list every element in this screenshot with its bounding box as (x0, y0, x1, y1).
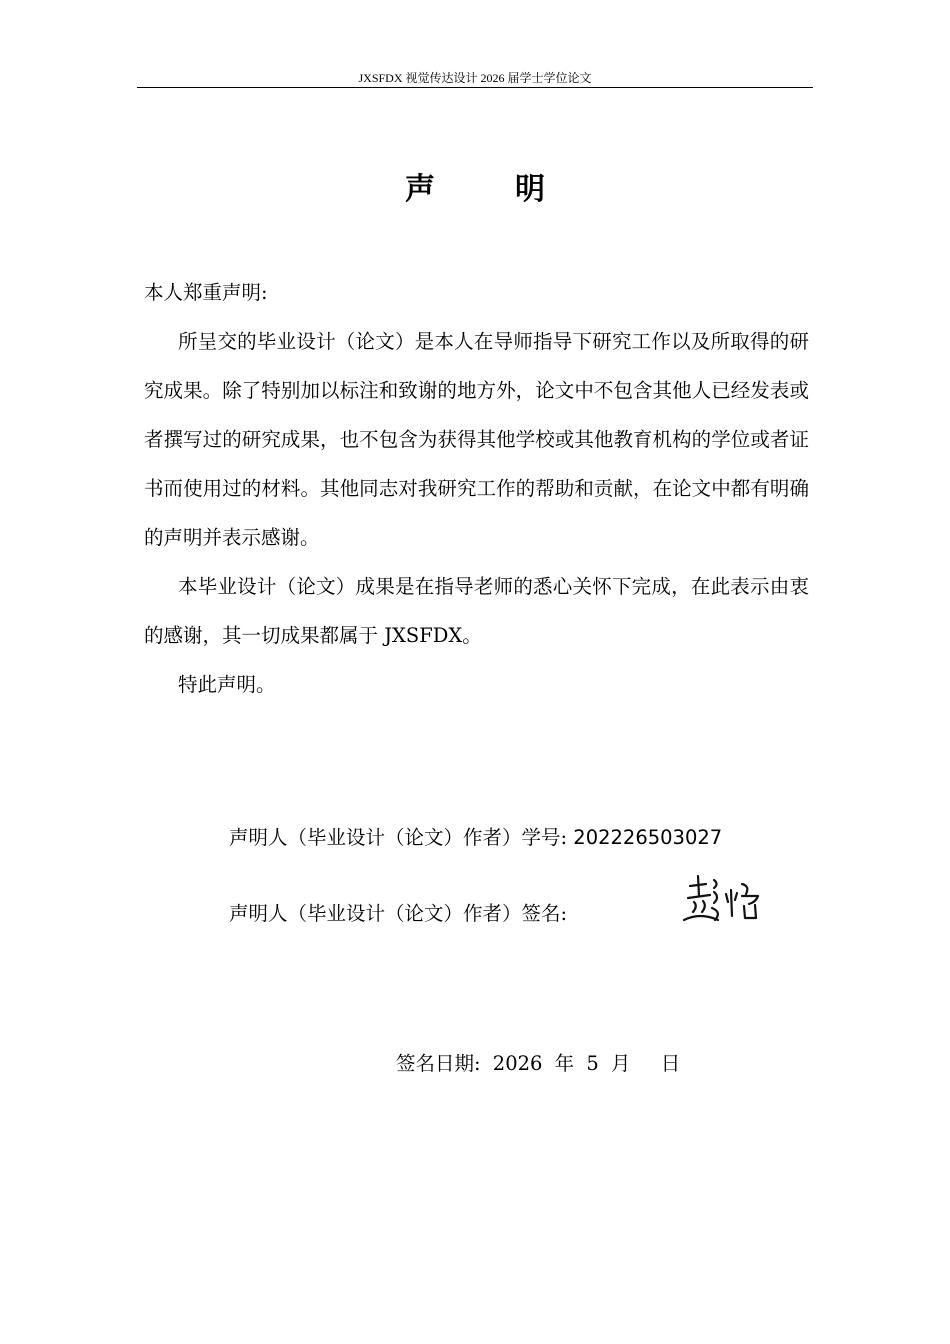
student-id-value: 202226503027 (573, 826, 723, 849)
handwritten-signature (676, 870, 766, 930)
page-title: 声明 (405, 172, 625, 207)
date-label: 签名日期: (396, 1052, 481, 1075)
declaration-paragraph-2: 本毕业设计（论文）成果是在指导老师的悉心关怀下完成，在此表示由衷的感谢，其一切成果都属于 JXSFDX。 (144, 575, 809, 647)
student-id-line (229, 823, 722, 853)
student-id-label: 声明人（毕业设计（论文）作者）学号: (229, 826, 568, 849)
declaration-paragraph-3: 特此声明。 (178, 673, 276, 696)
running-header: JXSFDX 视觉传达设计 2026 届学士学位论文 (358, 71, 592, 85)
date-day-unit: 日 (660, 1052, 681, 1075)
date-month: 5 (586, 1052, 599, 1075)
signature-line (229, 899, 567, 929)
declaration-paragraph-1: 所呈交的毕业设计（论文）是本人在导师指导下研究工作以及所取得的研究成果。除了特别加以标注和致谢的地方外，论文中不包含其他人已经发表或者撰写过的研究成果，也不包含为获得其他学校或其他教育机构的学位或者证书而使用过的材料。其他同志对我研究工作的帮助和贡献，在论文中都有明确的声明并表示感谢。 (144, 330, 809, 549)
date-year: 2026 (492, 1052, 543, 1075)
signature-date-line (396, 1049, 686, 1079)
header-rule (137, 87, 813, 88)
date-month-unit: 月 (610, 1052, 631, 1075)
signature-label: 声明人（毕业设计（论文）作者）签名: (229, 902, 568, 925)
date-year-unit: 年 (554, 1052, 575, 1075)
opening-line: 本人郑重声明: (144, 281, 268, 304)
